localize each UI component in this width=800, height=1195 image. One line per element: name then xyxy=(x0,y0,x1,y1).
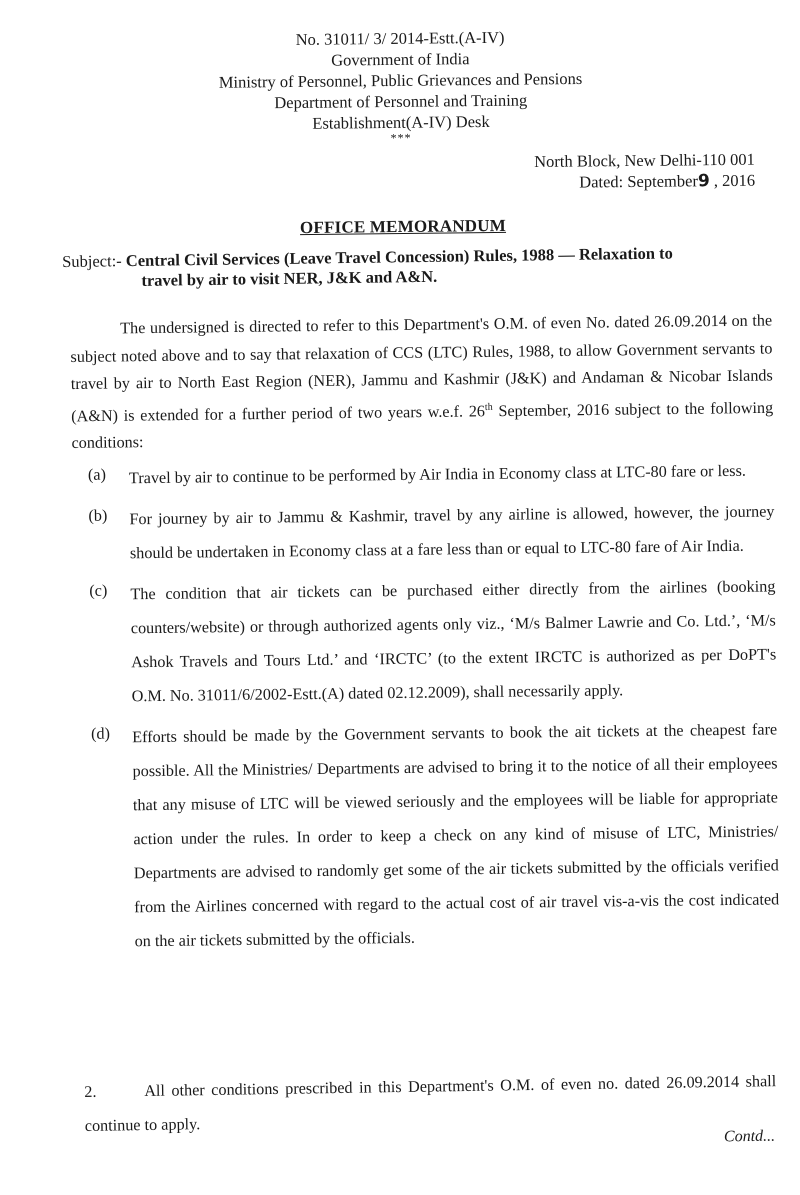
paragraph-1-text: The undersigned is directed to refer to this Department's O.M. of even No. dated 26.09.2014 on the subject noted above and to say that relaxation of CCS (LTC) Rules, 1988, to allow Government servants to travel by air to North East Region (NER), Jammu and Kashmir (J&K) and Andaman & Nicobar Islands (A&N) is extended for a further period of two years w.e.f. 26 xyxy=(70,311,773,425)
file-number: No. 31011/ 3/ 2014-Estt.(A-IV) xyxy=(295,27,505,49)
condition-text: Efforts should be made by the Government servants to book the ait tickets at the cheapest fare possible. All the Ministries/ Departments are advised to bring it to the notice of all their employees that any misuse of LTC will be viewed seriously and the employees will be liable for appropriate action under the rules. In order to keep a check on any kind of misuse of LTC, Ministries/ Departments are advised to randomly get some of the air tickets submitted by the officials verified from the Airlines concerned with regard to the actual cost of air travel vis-a-vis the cost indicated on the air tickets submitted by the officials. xyxy=(132,720,780,951)
ordinal-suffix: th xyxy=(484,401,493,413)
office-location: North Block, New Delhi-110 001 xyxy=(534,149,755,172)
paragraph-2-text: All other conditions prescribed in this Department's O.M. of even no. dated 26.09.2014 shall continue to apply. xyxy=(84,1072,777,1135)
conditions-list xyxy=(72,453,780,959)
continued-marker: Contd... xyxy=(723,1127,776,1146)
condition-text: The condition that air tickets can be purchased either directly from the airlines (booking counters/website) or through authorized agents only viz., ‘M/s Balmer Lawrie and Co. Ltd.’, ‘M/s Ashok Travels and Tours Ltd.’ and ‘IRCTC’ (to the extent IRCTC is authorized as per DoPT's O.M. No. 31011/6/2002-Estt.(A) dated 02.12.2009), shall necessarily apply. xyxy=(130,577,777,706)
department-name: Department of Personnel and Training xyxy=(274,90,528,113)
subject-line-2: travel by air to visit NER, J&K and A&N. xyxy=(141,266,438,290)
condition-marker: (d) xyxy=(90,724,111,743)
condition-marker: (c) xyxy=(89,581,108,600)
memo-body xyxy=(70,307,780,965)
subject-line-1: Central Civil Services (Leave Travel Concession) Rules, 1988 — Relaxation to xyxy=(125,243,673,271)
paragraph-1 xyxy=(70,307,774,457)
condition-item xyxy=(72,494,775,571)
separator-stars: *** xyxy=(390,130,412,145)
desk-name: Establishment(A-IV) Desk xyxy=(312,111,490,133)
condition-text: For journey by air to Jammu & Kashmir, travel by any airline is allowed, however, the journey should be undertaken in Economy class at a fare less than or equal to LTC-80 fare of Air India. xyxy=(129,502,775,563)
letterhead xyxy=(195,26,606,145)
government-name: Government of India xyxy=(331,49,470,70)
handwritten-day: 9 xyxy=(697,171,710,192)
condition-item xyxy=(75,712,780,959)
paragraph-number: 2. xyxy=(84,1082,97,1101)
dated-year: , 2016 xyxy=(709,170,756,191)
condition-marker: (a) xyxy=(87,465,107,484)
document-title: OFFICE MEMORANDUM xyxy=(299,215,507,238)
dated-label: Dated: September xyxy=(579,171,698,192)
subject-label: Subject:- xyxy=(62,251,122,271)
paragraph-2 xyxy=(84,1064,777,1143)
condition-item xyxy=(73,569,777,714)
condition-marker: (b) xyxy=(88,506,108,525)
condition-text: Travel by air to continue to be performed by Air India in Economy class at LTC-80 fare or less. xyxy=(128,461,746,488)
ministry-name: Ministry of Personnel, Public Grievances and Pensions xyxy=(218,68,583,92)
issue-date xyxy=(505,170,755,195)
paragraph-1-text-end: September, 2016 subject to the following conditions: xyxy=(71,398,774,453)
condition-item xyxy=(72,453,774,496)
subject-block xyxy=(62,242,782,292)
address-date-block xyxy=(505,149,755,195)
